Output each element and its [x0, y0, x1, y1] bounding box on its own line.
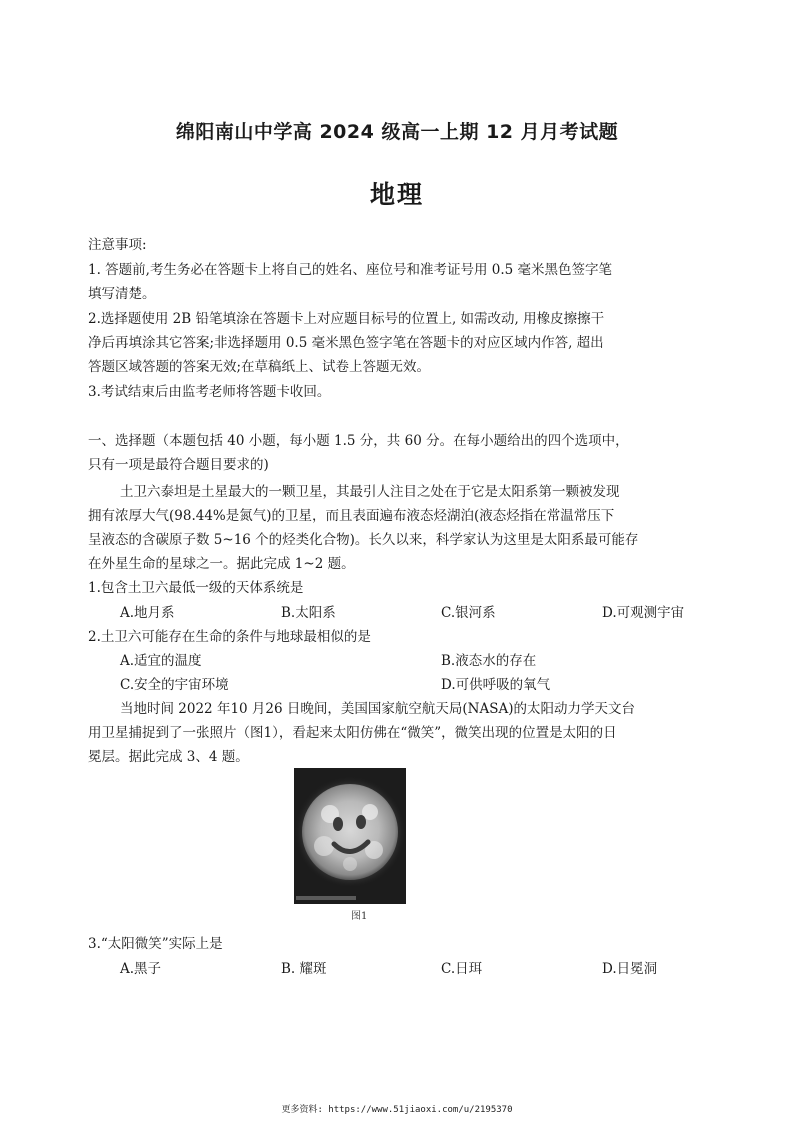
passage-line: 拥有浓厚大气(98.44%是氮气)的卫星，而且表面遍布液态烃湖泊(液态烃指在常温常压下: [88, 508, 615, 524]
q1-option-c: C.银河系: [441, 605, 496, 621]
footer-resource-link[interactable]: 更多资料: https://www.51jiaoxi.com/u/2195370: [281, 1105, 513, 1115]
q2-option-b: B.液态水的存在: [441, 653, 537, 669]
section-heading: 一、选择题（本题包括 40 小题，每小题 1.5 分，共 60 分。在每小题给出的四个选项中，: [88, 433, 629, 449]
notice-line: 2.选择题使用 2B 铅笔填涂在答题卡上对应题目标号的位置上, 如需改动, 用橡皮擦擦干: [88, 311, 605, 327]
passage-line: 用卫星捕捉到了一张照片（图1），看起来太阳仿佛在“微笑”，微笑出现的位置是太阳的日: [88, 725, 617, 741]
q1-option-d: D.可观测宇宙: [602, 605, 685, 621]
q1-option-a: A.地月系: [120, 605, 175, 621]
question-3-stem: 3.“太阳微笑”实际上是: [88, 936, 223, 952]
subject-title: 地理: [369, 180, 424, 209]
passage-line: 土卫六泰坦是土星最大的一颗卫星，其最引人注目之处在于它是太阳系第一颗被发现: [120, 484, 620, 500]
section-heading: 只有一项是最符合题目要求的): [88, 457, 269, 473]
notice-line: 1. 答题前,考生务必在答题卡上将自己的姓名、座位号和准考证号用 0.5 毫米黑色签字笔: [88, 262, 613, 278]
figure-1-caption: 图1: [351, 911, 368, 922]
q2-option-a: A.适宜的温度: [120, 653, 202, 669]
q3-option-c: C.日珥: [441, 961, 483, 977]
q3-option-d: D.日冕洞: [602, 961, 658, 977]
figure-1-sun-image: [294, 768, 406, 904]
notice-line: 净后再填涂其它答案;非选择题用 0.5 毫米黑色签字笔在答题卡的对应区域内作答, 超出: [88, 335, 604, 351]
q3-option-b: B. 耀斑: [281, 961, 327, 977]
notice-line: 3.考试结束后由监考老师将答题卡收回。: [88, 384, 331, 400]
q1-option-b: B.太阳系: [281, 605, 336, 621]
q2-option-c: C.安全的宇宙环境: [120, 677, 229, 693]
sun-photo-icon: [294, 768, 406, 904]
passage-line: 在外星生命的星球之一。据此完成 1~2 题。: [88, 556, 355, 572]
passage-line: 呈液态的含碳原子数 5~16 个的烃类化合物)。长久以来，科学家认为这里是太阳系最可能存: [88, 532, 639, 548]
notice-line: 答题区域答题的答案无效;在草稿纸上、试卷上答题无效。: [88, 359, 431, 375]
notice-line: 填写清楚。: [88, 286, 156, 302]
passage-line: 当地时间 2022 年10 月26 日晚间，美国国家航空航天局(NASA)的太阳动力学天文台: [120, 701, 635, 717]
q2-option-d: D.可供呼吸的氧气: [441, 677, 551, 693]
question-2-stem: 2.土卫六可能存在生命的条件与地球最相似的是: [88, 629, 371, 645]
question-1-stem: 1.包含土卫六最低一级的天体系统是: [88, 580, 304, 596]
q3-option-a: A.黑子: [120, 961, 162, 977]
exam-title: 绵阳南山中学高 2024 级高一上期 12 月月考试题: [175, 121, 619, 143]
notice-heading: 注意事项:: [88, 237, 147, 253]
passage-line: 冕层。据此完成 3、4 题。: [88, 749, 249, 765]
